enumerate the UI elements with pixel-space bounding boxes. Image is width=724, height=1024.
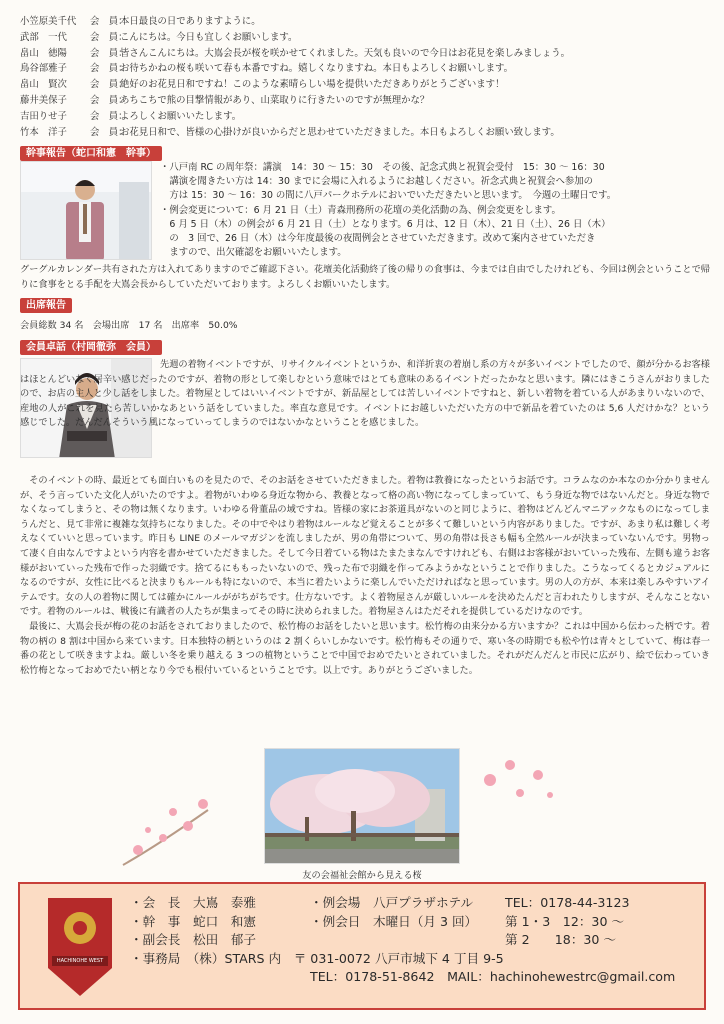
comment-text: あちこちで熊の目撃情報があり、山菜取りに行きたいのですが無理かな？ xyxy=(120,94,430,106)
footer-meeting: ・例会日 木曜日（月 3 回） xyxy=(310,913,478,929)
comment-text: 絶好のお花見日和ですね！このような素晴らしい場を提供いただきありがとうございます！ xyxy=(120,79,505,91)
footer-meeting-detail: 第 2 18：30 ～ xyxy=(505,932,617,948)
comment-author: 藤井美保子 xyxy=(20,94,67,106)
comment-row xyxy=(20,61,710,77)
attendance-text: 会員総数 34 名 会場出席 17 名 出席率 50.0% xyxy=(20,320,238,331)
comment-row xyxy=(20,77,710,93)
comment-role: 会 員： xyxy=(90,79,128,91)
comment-role: 会 員： xyxy=(90,110,128,122)
comment-role: 会 員： xyxy=(90,126,128,138)
club-info-footer xyxy=(18,882,706,1010)
speech-paragraph-1-text: 先週の着物イベントですが、リサイクルイベントというか、和洋折衷の着崩し系の方々が多いイベントでしたので、顔が分かるお客様はほとんどいなく居辛い感じだったのですが、着物の形として楽しむという意味ではとても意味のあるイベントだったかなと思います。隣にはきこうさんがおりましたので、お店の主人と少し話をしました。着物屋としてはいいイベントですが、新品屋としては苦しいイベントですねと、新しい着物を着ている人があまりいないので、産地の人がこれを見たら苦しいかなあという話をしていました。率直な意見です。イベントにお越しいただいた方の中で新品を着ていたのは 5,6 人だけかな？という感じでした。だんだんそういう風になっていってしまうのではないかなということを感じました。 xyxy=(20,359,710,429)
comment-text: こんにちは。今日も宜しくお願いします。 xyxy=(120,31,298,43)
comment-author: 鳥谷部雅子 xyxy=(20,63,67,75)
comment-text: お花見日和で、皆様の心掛けが良いからだと思わせていただきました。本日もよろしくお願い致します。 xyxy=(120,126,560,138)
club-logo xyxy=(48,898,112,996)
comment-row xyxy=(20,125,710,141)
speech-paragraph-2: そのイベントの時、最近とても面白いものを見たので、そのお話をさせていただきました。着物は教養になったというお話です。コラムなのか本なのか分かりませんが、そう言っていた文化人がいたのですよ。着物がいわゆる身近な物から、教養となって格の高い物になってしまっていて、もう身近な物ではないんだと。身近な物でなくなってしまうと、その物は無くなります。いわゆる骨董品の域ですね。皆様の家にお茶道具がないのと同じように、着物はどんどんマニアックなものになってしまうんだと、見て非常に複雑な気持ちになりました。その中でやはり着物はルールなど覚えることが多くて難しいという内容がありました。ですが、あまり私は難しく考えなくていいと思っています。昨日も LINE のメールマガジンを流しましたが、男の角帯について、男の角帯は長さも幅も全然ルールが決まっていないんです。男物って凄く自由なんですよという内容を書かせていただきました。そして今日着ている物はたまたまなんですけれども、右側はお客様がおいていった残布、左側も違うお客様がおいていった残布で作った羽織です。捨てるにももったいないので、残った布で羽織を作ってみようかなということで作りました。こうなってくるとカジュアルになるのですが、女性に比べると決まりもルールも特にないので、本当に着たいように楽しんでいただければなと思っています。男の人の方が、本来は楽しみやすいアイテムです。女の人の着物に関しては確かにルールががちがちです。仕方ないです。よく着物屋さんが厳しいルールを決めたんだと言われたりしますが、そんなことないです。着物のルールは、戦後に有識者の人たちが集まってその時に決められました。着物屋さんはただそれを提供しているだけなのです。 xyxy=(20,475,710,618)
comment-text: よろしくお願いいたします。 xyxy=(120,110,242,122)
footer-row xyxy=(130,931,694,950)
cherry-branch-decoration-left xyxy=(118,790,218,870)
footer-row xyxy=(130,894,694,913)
comment-role: 会 員： xyxy=(90,94,128,106)
comment-row xyxy=(20,46,710,62)
kanji-report-bullets xyxy=(160,161,708,260)
footer-meeting: ・例会場 八戸プラザホテル xyxy=(310,895,474,910)
footer-meeting xyxy=(310,931,505,950)
comment-text: 皆さんこんにちは。大嶌会長が桜を咲かせてくれました。天気も良いので今日はお花見を楽しみましょう。 xyxy=(120,47,571,59)
comment-text: お待ちかねの桜も咲いて春も本番ですね。嬉しくなりますね。本日もよろしくお願いします。 xyxy=(120,63,514,75)
comment-role: 会 員： xyxy=(90,31,128,43)
comment-author: 小笠原美千代 xyxy=(20,16,77,27)
footer-officer: ・副会長 松田 郁子 xyxy=(130,932,256,948)
footer-officer: ・会 長 大嶌 泰雅 xyxy=(130,895,256,910)
footer-row xyxy=(130,913,694,932)
kanji-report-header: 幹事報告（蛇口和憲 幹事） xyxy=(20,146,162,161)
photo-caption: 友の会福祉会館から見える桜 xyxy=(302,870,422,881)
footer-details xyxy=(130,894,694,987)
cherry-blossom-photo xyxy=(264,748,460,864)
cherry-petals-decoration-right xyxy=(480,755,560,805)
comment-author: 吉田りせ子 xyxy=(20,110,67,122)
footer-meeting-detail: TEL：0178-44-3123 xyxy=(505,895,630,910)
footer-contact: TEL：0178-51-8642 MAIL：hachinohewestrc@gmail.com xyxy=(310,969,676,985)
comment-author: 畠山 賢次 xyxy=(20,79,67,91)
footer-office: ・事務局 （株）STARS 内 〒 031-0072 八戸市城下 4 丁目 9-5 xyxy=(130,950,504,966)
comment-author: 竹本 洋子 xyxy=(20,126,67,138)
speech-body xyxy=(20,358,710,458)
comment-author: 武部 一代 xyxy=(20,31,67,43)
comment-role: 会 員： xyxy=(90,63,128,75)
bullet-anniversary: ・八戸南 RC の周年祭：講演 14：30 ～ 15：30 その後、記念式典と祝賀会受付 15：30 ～ 16：30 講演を聞きたい方は 14：30 までに会場に入れるようにお越しください。祈念式典と祝賀会へ参加の 方は 15：30 ～ 16：30 の間に八戸パークホテルにおいでいただきたいと思います。 今週の土曜日です。 xyxy=(160,162,617,202)
comment-row xyxy=(20,109,710,125)
speech-body-rest xyxy=(20,474,710,678)
comment-author: 畠山 徳陽 xyxy=(20,47,67,59)
club-logo-text: HACHINOHE WEST xyxy=(56,958,104,964)
bullet-meeting-change: ・例会変更について：6 月 21 日（土）青森刑務所の花壇の美化活動の為、例会変更をします。 6 月 5 日（木）の例会が 6 月 21 日（土）となります。6 月は、12 日（木）、21 日（土）、26 日（木） の 3 回で、26 日（木）は今年度最後の夜間例会とさせていただきます。改めて案内させていただき ますので、出欠確認をお願いいたします。 xyxy=(160,204,611,259)
secretary-photo xyxy=(20,161,152,260)
comment-row xyxy=(20,30,710,46)
comment-role: 会 員： xyxy=(90,47,128,59)
comment-row xyxy=(20,93,710,109)
kanji-report-tail: グーグルカレンダー共有された方は入れてありますのでご確認下さい。花壇美化活動終了後の帰りの食事は、今までは自由でしたけれども、今回は例会ということで帰りに食事をとる手配を大嶌会長からしていただいております。よろしくお願いいたします。 xyxy=(20,264,710,290)
comment-text: 本日最良の日でありますように。 xyxy=(120,16,261,27)
speech-header: 会員卓話（村岡徹弥 会員） xyxy=(20,340,162,355)
member-comments xyxy=(20,14,710,140)
footer-meeting-detail: 第 1・3 12：30 ～ xyxy=(505,913,625,929)
speech-paragraph-1 xyxy=(20,358,710,431)
comment-row xyxy=(20,14,710,30)
speech-paragraph-3: 最後に、大嶌会長が梅の花のお話をされておりましたので、松竹梅のお話をしたいと思います。松竹梅の由来分かる方いますか？これは中国から伝わった柄です。着物の柄の 8 割は中国から来ています。日本独特の柄というのは 2 割くらいしかないです。松竹梅もその通りで、寒い冬の時期でも松や竹は青々としていて、梅は春一番の花として咲きますよね。厳しい冬を乗り越える 3 つの植物ということで中国でおめでたいとされていました。それがだんだんと市民に広がり、絵で伝わっていき松竹梅となっておめでたい柄となり今でも根付いているということです。以上です。ありがとうございました。 xyxy=(20,620,710,676)
attendance-header: 出席報告 xyxy=(20,298,72,313)
footer-officer: ・幹 事 蛇口 和憲 xyxy=(130,913,256,929)
comment-role: 会 員： xyxy=(90,16,128,27)
